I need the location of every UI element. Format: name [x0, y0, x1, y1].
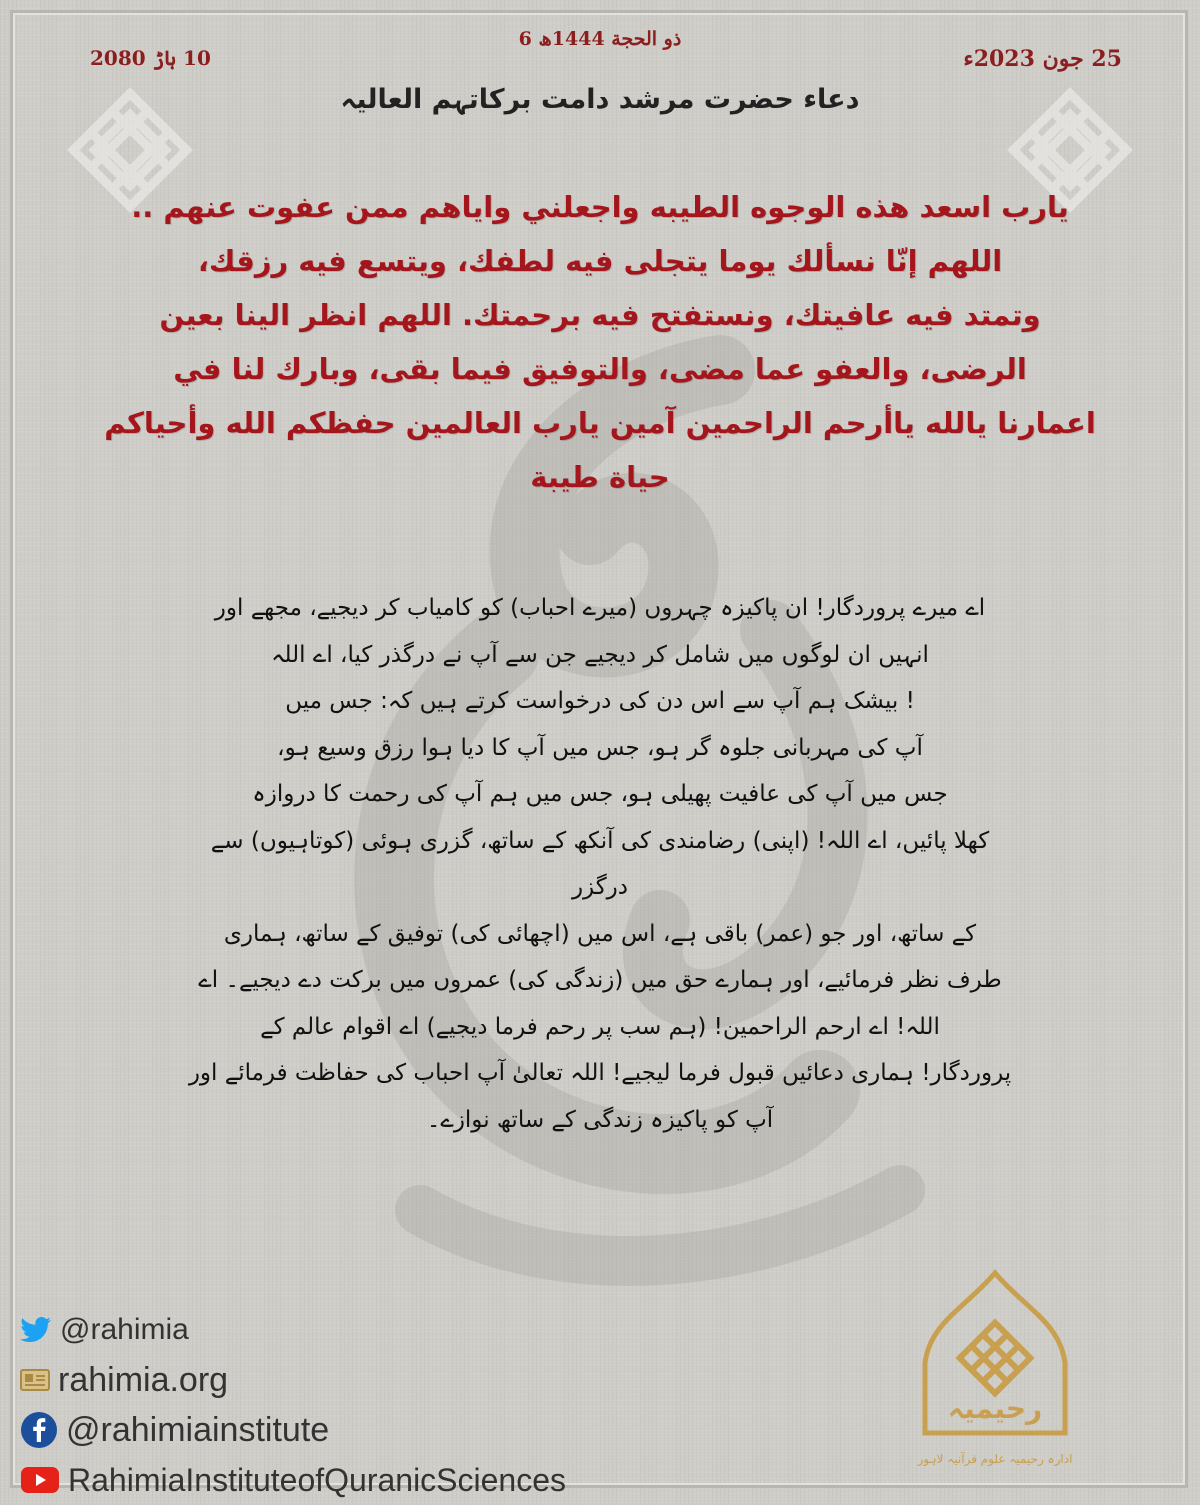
youtube-link[interactable] — [20, 1455, 566, 1505]
arabic-dua — [100, 180, 1100, 504]
urdu-line: کے ساتھ، اور جو (عمر) باقی ہے، اس میں (اچھائی کی) توفیق کے ساتھ، ہماری — [223, 920, 977, 947]
website-url: rahimia.org — [58, 1360, 229, 1399]
youtube-channel: RahimiaInstituteofQuranicSciences — [68, 1461, 567, 1498]
arabic-line: یارب اسعد هذه الوجوه الطيبه واجعلني واياهم ممن عفوت عنهم .. — [131, 190, 1069, 224]
urdu-line: جس میں آپ کی عافیت پھیلی ہو، جس میں ہم آپ کی رحمت کا دروازہ — [252, 781, 948, 807]
bikrami-date: 10 ہاڑ 2080 — [90, 46, 211, 70]
urdu-line: پروردگار! ہماری دعائیں قبول فرما لیجیے! اللہ تعالیٰ آپ احباب کی حفاظت فرمائے اور — [188, 1060, 1012, 1086]
facebook-handle: @rahimiainstitute — [66, 1410, 330, 1449]
website-icon — [20, 1367, 50, 1393]
urdu-line: آپ کو پاکیزہ زندگی کے ساتھ نوازے۔ — [426, 1106, 774, 1133]
logo-name: رحیمیہ — [947, 1392, 1043, 1425]
urdu-line: انہیں ان لوگوں میں شامل کر دیجیے جن سے آپ نے درگذر کیا، اے اللہ — [271, 641, 929, 668]
urdu-line: طرف نظر فرمائیے، اور ہمارے حق میں (زندگی کی) عمروں میں برکت دے دیجیے۔ اے — [198, 967, 1002, 993]
urdu-line: اللہ! اے ارحم الراحمین! (ہم سب پر رحم فرما دیجیے) اے اقوام عالم کے — [260, 1013, 940, 1040]
arabic-line: الرضى، والعفو عما مضى، والتوفيق فيما بقى، وبارك لنا في — [173, 352, 1027, 386]
urdu-line: ! بیشک ہم آپ سے اس دن کی درخواست کرتے ہیں کہ: جس میں — [285, 688, 915, 714]
twitter-handle: @rahimia — [60, 1313, 189, 1346]
rahimia-logo — [905, 1268, 1085, 1478]
page-title: دعاء حضرت مرشد دامت برکاتہم العالیہ — [340, 84, 860, 115]
urdu-line: کھلا پائیں، اے اللہ! (اپنی) رضامندی کی آنکھ کے ساتھ، گزری ہوئی (کوتاہیوں) سے درگزر — [210, 827, 990, 900]
logo-subtitle: ادارہ رحیمیہ علوم قرآنیہ لاہور — [917, 1452, 1073, 1466]
facebook-icon — [20, 1411, 58, 1449]
arabic-line: حياة طيبة — [530, 460, 670, 494]
arabic-line: وتمتد فيه عافيتك، ونستفتح فيه برحمتك. اللهم انظر الينا بعين — [159, 298, 1041, 332]
hijri-date: 6 ذو الحجة 1444ھ — [518, 28, 682, 50]
youtube-icon — [20, 1466, 60, 1494]
urdu-line: آپ کی مہربانی جلوہ گر ہو، جس میں آپ کا دیا ہوا رزق وسیع ہو، — [277, 734, 923, 761]
arabic-line: اعمارنا يالله ياأرحم الراحمين آمين يارب العالمين حفظكم الله وأحياكم — [104, 406, 1096, 440]
social-links — [20, 1305, 566, 1505]
facebook-link[interactable] — [20, 1405, 566, 1455]
twitter-link[interactable] — [20, 1305, 566, 1355]
urdu-translation — [180, 585, 1020, 1143]
arabic-line: اللهم إنّا نسألك يوما يتجلى فيه لطفك، ويتسع فيه رزقك، — [197, 244, 1003, 278]
website-link[interactable] — [20, 1355, 566, 1405]
gregorian-date: 25 جون 2023ء — [963, 46, 1122, 72]
twitter-icon — [20, 1316, 52, 1344]
urdu-line: اے میرے پروردگار! ان پاکیزہ چہروں (میرے احباب) کو کامیاب کر دیجیے، مجھے اور — [214, 595, 986, 621]
